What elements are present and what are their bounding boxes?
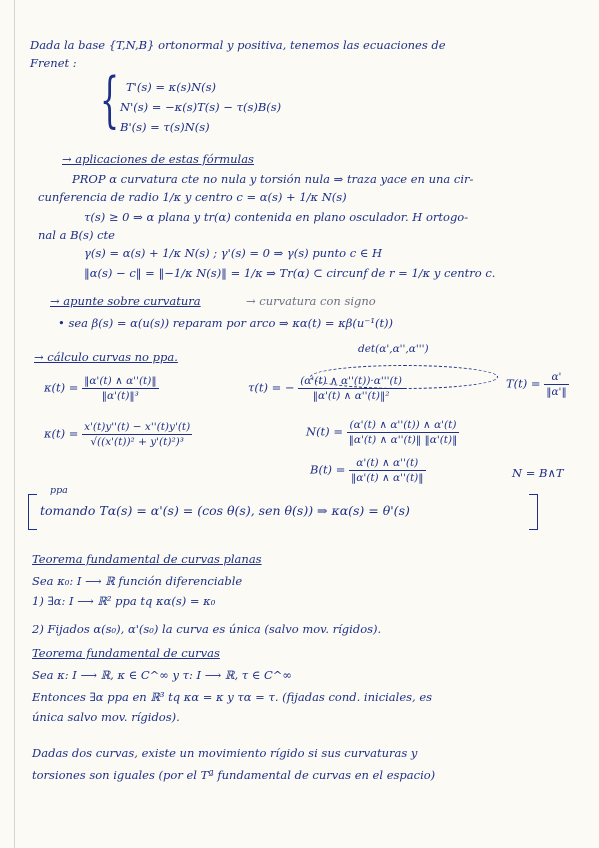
curvature-formula: κ(t) = $\frac{‖\alpha'(t) \wedge \alpha''(t)‖}{\text{‖α'(t)‖³}}$ xyxy=(44,375,157,402)
theorem-line-2: Entonces ∃α ppa en ℝ³ tq κα = κ y τα = τ. (fijadas cond. iniciales, es xyxy=(32,690,433,704)
tomando-formula: tomando Tα(s) = α'(s) = (cos θ(s), sen θ(s)) ⇒ κα(s) = θ'(s) xyxy=(40,503,410,518)
plane-theorem-heading: Teorema fundamental de curvas planas xyxy=(32,552,262,566)
non-ppa-heading: → cálculo curvas no ppa. xyxy=(34,350,178,364)
tangent-fraction: $\frac{\alpha'}{‖\alpha'‖}$ xyxy=(546,371,567,398)
proposition-line-6: ‖α(s) − c‖ = ‖−1/κ N(s)‖ = 1/κ ⇒ Tr(α) ⊂ circunf de r = 1/κ y centro c. xyxy=(84,266,496,280)
applications-heading: → aplicaciones de estas fórmulas xyxy=(62,152,254,166)
binormal-formula: B(t) = $\frac{\alpha'(t) \wedge \alpha''(t)}{‖\alpha'(t) \wedge \alpha''(t)‖}$ xyxy=(310,457,424,484)
signed-curvature-note: → curvatura con signo xyxy=(246,294,376,308)
frenet-equation-1: T'(s) = κ(s)N(s) xyxy=(126,80,217,94)
theorem-line-1: Sea κ: I ⟶ ℝ, κ ∈ C^∞ y τ: I ⟶ ℝ, τ ∈ C^∞ xyxy=(32,668,292,682)
theorem-heading: Teorema fundamental de curvas xyxy=(32,646,220,660)
proposition-line-2: cunferencia de radio 1/κ y centro c = α(s) + 1/κ N(s) xyxy=(38,190,347,204)
plane-theorem-line-1: Sea κ₀: I ⟶ ℝ función diferenciable xyxy=(32,574,243,588)
margin-line xyxy=(14,0,15,848)
frenet-equation-3: B'(s) = τ(s)N(s) xyxy=(120,120,210,134)
normal-formula: N(t) = $\frac{(\alpha'(t) \wedge \alpha''(t)) \wedge \alpha'(t)}{‖\alpha'(t) \wedge \alpha''(t)‖ ‖\alpha'(t)‖}$ xyxy=(306,419,458,446)
frenet-equation-2: N'(s) = −κ(s)T(s) − τ(s)B(s) xyxy=(120,100,282,114)
normal-fraction: $\frac{(\alpha'(t) \wedge \alpha''(t)) \wedge \alpha'(t)}{‖\alpha'(t) \wedge \alpha''(t)‖ ‖\alpha'(t)‖}$ xyxy=(348,419,458,446)
determinant-note: det(α',α'',α''') xyxy=(358,343,429,355)
final-line-1: Dadas dos curvas, existe un movimiento rígido si sus curvaturas y xyxy=(32,746,418,760)
proposition-line-5: γ(s) = α(s) + 1/κ N(s) ; γ'(s) = 0 ⇒ γ(s) punto c ∈ H xyxy=(84,246,382,260)
plane-theorem-line-2: 1) ∃α: I ⟶ ℝ² ppa tq κα(s) = κ₀ xyxy=(32,594,216,608)
theorem-line-3: única salvo mov. rígidos). xyxy=(32,710,180,724)
binormal-fraction: $\frac{\alpha'(t) \wedge \alpha''(t)}{‖\alpha'(t) \wedge \alpha''(t)‖}$ xyxy=(351,457,424,484)
final-line-2: torsiones son iguales (por el Tª fundamental de curvas en el espacio) xyxy=(32,768,436,782)
intro-line-2: Frenet : xyxy=(30,56,77,70)
torsion-fraction: $\frac{(\alpha'(t) \wedge \alpha''(t))\cdot\alpha'''(t)}{\text{‖α'(t) ∧ α''(t)‖²}}$ xyxy=(300,375,402,402)
plane-curvature-formula: κ(t) = $\frac{x'(t)y''(t) - x''(t)y'(t)}{\text{√((x'(t))² + y'(t)²)³}}$ xyxy=(44,421,191,448)
torsion-formula: τ(t) = − $\frac{(\alpha'(t) \wedge \alpha''(t))\cdot\alpha'''(t)}{\text{‖α'(t) ∧ α''(t)‖²}}$ xyxy=(248,375,402,402)
curvature-note-heading: → apunte sobre curvatura xyxy=(50,294,201,308)
intro-line-1: Dada la base {T,N,B} ortonormal y positiva, tenemos las ecuaciones de xyxy=(30,38,446,52)
n-equals-b-cross-t: N = B∧T xyxy=(512,466,564,480)
plane-curvature-fraction: $\frac{x'(t)y''(t) - x''(t)y'(t)}{\text{√((x'(t))² + y'(t)²)³}}$ xyxy=(84,421,191,448)
ppa-tag: ppa xyxy=(50,485,68,496)
plane-theorem-line-3: 2) Fijados α(s₀), α'(s₀) la curva es única (salvo mov. rígidos). xyxy=(32,622,382,636)
curvature-fraction: $\frac{‖\alpha'(t) \wedge \alpha''(t)‖}{\text{‖α'(t)‖³}}$ xyxy=(84,375,157,402)
reparam-note: • sea β(s) = α(u(s)) reparam por arco ⇒ κα(t) = κβ(u⁻¹(t)) xyxy=(58,316,394,330)
proposition-line-4: nal a B(s) cte xyxy=(38,228,115,242)
tangent-formula: T(t) = $\frac{\alpha'}{‖\alpha'‖}$ xyxy=(506,371,567,398)
proposition-line-3: τ(s) ≥ 0 ⇒ α plana y tr(α) contenida en plano osculador. H ortogo- xyxy=(84,210,469,224)
frenet-brace: { xyxy=(100,65,120,135)
proposition-line-1: PROP α curvatura cte no nula y torsión nula ⇒ traza yace en una cir- xyxy=(72,172,474,186)
